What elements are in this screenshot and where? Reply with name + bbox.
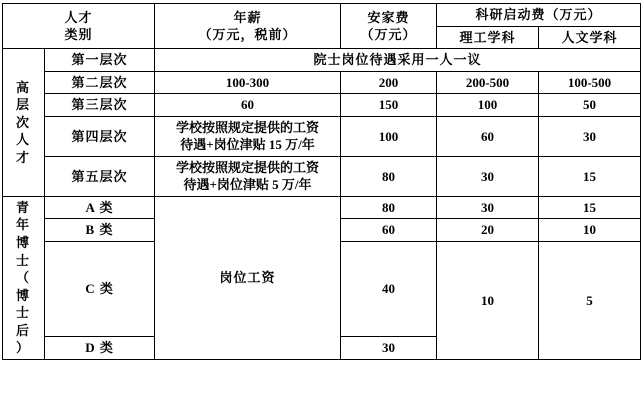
research-fund-humanities-value: 30: [539, 116, 641, 156]
post-salary-note: 岗位工资: [155, 196, 341, 359]
tier-label: 第四层次: [45, 116, 155, 156]
header-annual-salary-line2: （万元，税前）: [198, 27, 297, 43]
annual-salary-line1: 学校按照规定提供的工资: [176, 159, 320, 175]
annual-salary-value: 60: [155, 94, 341, 117]
research-fund-science-value: 30: [437, 196, 539, 219]
tier-label: B 类: [45, 219, 155, 242]
header-category-line2: 类别: [64, 27, 93, 43]
talent-compensation-table: [2, 3, 641, 360]
settling-allowance-value: 150: [341, 94, 437, 117]
group-label-char: 年: [15, 217, 31, 233]
header-category: [3, 4, 155, 49]
research-fund-humanities-value: 50: [539, 94, 641, 117]
tier-label: A 类: [45, 196, 155, 219]
settling-allowance-value: 40: [341, 242, 437, 337]
research-fund-science-value: 100: [437, 94, 539, 117]
header-research-fund-humanities: 人文学科: [539, 26, 641, 49]
group-label-char: 才: [15, 149, 31, 165]
table-row: [3, 94, 641, 117]
group-label-char: 高: [15, 79, 31, 95]
group-label-char: 士: [15, 252, 31, 268]
settling-allowance-value: 60: [341, 219, 437, 242]
settling-allowance-value: 30: [341, 337, 437, 360]
group-label-high-level-talent: [3, 49, 45, 197]
research-fund-science-value: 200-500: [437, 71, 539, 94]
table-row: [3, 49, 641, 72]
group-label-char: 博: [15, 287, 31, 303]
research-fund-humanities-value: 15: [539, 156, 641, 196]
annual-salary-value: 100-300: [155, 71, 341, 94]
annual-salary-value: [155, 156, 341, 196]
header-annual-salary-line1: 年薪: [233, 9, 262, 25]
group-label-young-doctor: [3, 196, 45, 359]
header-settling-allowance: [341, 4, 437, 49]
tier-label: 第一层次: [45, 49, 155, 72]
research-fund-humanities-value: 5: [539, 242, 641, 360]
tier-label: 第二层次: [45, 71, 155, 94]
header-category-line1: 人才: [64, 9, 93, 25]
research-fund-humanities-value: 100-500: [539, 71, 641, 94]
annual-salary-line1: 学校按照规定提供的工资: [176, 119, 320, 135]
research-fund-science-value: 30: [437, 156, 539, 196]
tier-label: D 类: [45, 337, 155, 360]
group-label-char: 士: [15, 305, 31, 321]
document-page: [0, 3, 642, 417]
group-label-char: 博: [15, 235, 31, 251]
research-fund-science-value: 10: [437, 242, 539, 360]
annual-salary-line2: 待遇+岗位津贴 15 万/年: [180, 137, 315, 153]
annual-salary-line2: 待遇+岗位津贴 5 万/年: [183, 177, 312, 193]
group-label-char: （: [15, 270, 31, 286]
group-label-char: 人: [15, 132, 31, 148]
settling-allowance-value: 100: [341, 116, 437, 156]
header-settling-allowance-line2: （万元）: [360, 27, 417, 43]
table-row: [3, 71, 641, 94]
group-label-char: ）: [15, 340, 31, 356]
research-fund-humanities-value: 10: [539, 219, 641, 242]
research-fund-science-value: 60: [437, 116, 539, 156]
tier-label: 第三层次: [45, 94, 155, 117]
header-research-fund-science: 理工学科: [437, 26, 539, 49]
settling-allowance-value: 200: [341, 71, 437, 94]
group-label-char: 次: [15, 114, 31, 130]
header-settling-allowance-line1: 安家费: [367, 9, 410, 25]
table-row: [3, 196, 641, 219]
header-annual-salary: [155, 4, 341, 49]
research-fund-science-value: 20: [437, 219, 539, 242]
settling-allowance-value: 80: [341, 196, 437, 219]
table-row: [3, 116, 641, 156]
tier-label: 第五层次: [45, 156, 155, 196]
table-header-row-1: [3, 4, 641, 27]
research-fund-humanities-value: 15: [539, 196, 641, 219]
table-row: [3, 156, 641, 196]
academician-note: 院士岗位待遇采用一人一议: [155, 49, 641, 72]
group-label-char: 后: [15, 322, 31, 338]
annual-salary-value: [155, 116, 341, 156]
group-label-char: 层: [15, 97, 31, 113]
settling-allowance-value: 80: [341, 156, 437, 196]
group-label-char: 青: [15, 199, 31, 215]
tier-label: C 类: [45, 242, 155, 337]
header-research-fund: 科研启动费（万元）: [437, 4, 641, 27]
